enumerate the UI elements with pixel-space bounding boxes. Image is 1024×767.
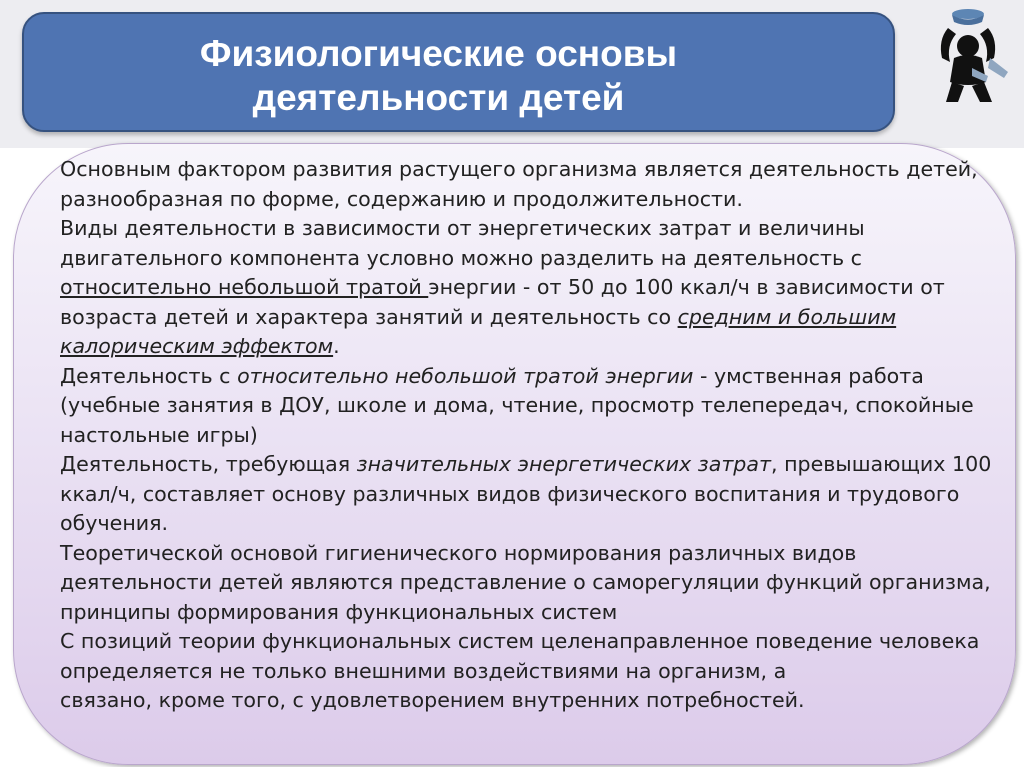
paragraph-6 bbox=[20, 627, 1010, 686]
paragraph-6-continued bbox=[20, 686, 1010, 716]
paragraph-2-text-b: энергии - от 50 до 100 ккал/ч в зависимости от возраста детей и характера занятий и деятельность со bbox=[60, 275, 945, 329]
paragraph-2 bbox=[20, 214, 1010, 362]
paragraph-4-text-a: Деятельность, требующая bbox=[60, 452, 357, 476]
logo-icon bbox=[928, 6, 1012, 106]
paragraph-3-text-a: Деятельность с bbox=[60, 363, 238, 388]
paragraph-2-italic-underlined: средним и большим калорическим эффектом bbox=[60, 304, 897, 358]
paragraph-4-text-b: , превышающих 100 ккал/ч, составляет основу различных видов физического воспитания и трудового обучения. bbox=[60, 452, 992, 535]
paragraph-2-text-a: Виды деятельности в зависимости от энергетических затрат и величины двигательного компонента условно можно разделить на деятельность с bbox=[60, 216, 865, 270]
paragraph-4-italic: значительных энергетических затрат bbox=[356, 452, 771, 476]
paragraph-6-text-b: связано, кроме того, с удовлетворением внутренних потребностей. bbox=[60, 688, 805, 712]
paragraph-2-end: . bbox=[333, 334, 340, 358]
paragraph-3-italic: относительно небольшой тратой энергии bbox=[237, 363, 694, 388]
slide-title-banner bbox=[22, 12, 895, 132]
paragraph-6-text-a: С позиций теории функциональных систем целенаправленное поведение человека определяется не только внешними воздействиями на организм, а bbox=[60, 629, 980, 683]
body-text bbox=[20, 155, 1010, 716]
paragraph-3 bbox=[20, 362, 1010, 451]
paragraph-2-underlined: относительно небольшой тратой bbox=[60, 275, 429, 299]
paragraph-1: Основным фактором развития растущего организма является деятельность детей, разнообразная по форме, содержанию и продолжительности. bbox=[60, 157, 978, 211]
paragraph-5: Теоретической основой гигиенического нормирования различных видов деятельности детей являются представление о саморегуляции функций организма, принципы формирования функциональных систем bbox=[60, 540, 991, 624]
slide-title-line-2: деятельности детей bbox=[252, 77, 625, 118]
paragraph-4 bbox=[20, 450, 1010, 539]
paragraph-3-text-b: - умственная работа (учебные занятия в ДОУ, школе и дома, чтение, просмотр телепередач, спокойные настольные игры) bbox=[60, 363, 974, 447]
slide-title-line-1: Физиологические основы bbox=[199, 33, 678, 74]
